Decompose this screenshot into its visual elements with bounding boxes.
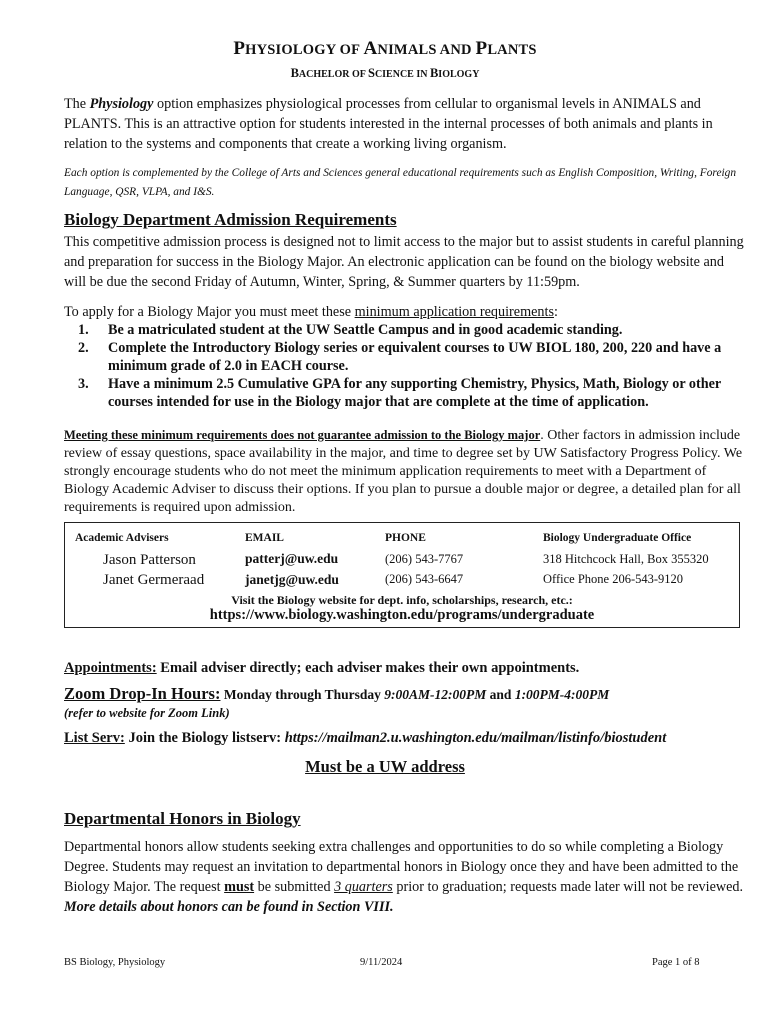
adviser-phone: (206) 543-6647: [385, 572, 464, 586]
footer-doc-name: BS Biology, Physiology: [64, 957, 166, 968]
zoom-link-note: (refer to website for Zoom Link): [64, 706, 230, 720]
honors-heading: Departmental Honors in Biology: [64, 809, 301, 828]
col-header-phone: PHONE: [385, 532, 426, 544]
requirement-item: 1. Be a matriculated student at the UW Seattle Campus and in good academic standing.: [78, 322, 623, 338]
adviser-email-link[interactable]: patterj@uw.edu: [245, 551, 339, 566]
meeting-paragraph: Meeting these minimum requirements does not guarantee admission to the Biology major. Other factors in admission include review of essay questions, space availability in the major, and time to degree set by UW Satisfactory Progress Policy. We strongly encourage students who do not meet the minimum application requirements to meet with a Department of Biology Academic Adviser to discuss their options. If you plan to pursue a double major or degree, a detailed plan for all requirements is required upon admission.: [64, 428, 743, 515]
intro-term: Physiology: [89, 96, 154, 112]
gen-ed-note: Each option is complemented by the College of Arts and Sciences general educational requirements such as English Composition, Writing, Foreign Language, QSR, VLPA, and I&S.: [64, 167, 737, 198]
honors-quarters: 3 quarters: [334, 879, 393, 895]
visit-website-note: Visit the Biology website for dept. info, scholarships, research, etc.:: [231, 593, 573, 607]
listserv-label: List Serv:: [64, 730, 125, 746]
footer-page-number: Page 1 of 8: [652, 957, 700, 968]
appointments-label: Appointments:: [64, 660, 157, 676]
adviser-name: Janet Germeraad: [103, 572, 205, 588]
honors-details: More details about honors can be found in Section VIII.: [64, 899, 394, 915]
page-subtitle: BACHELOR OF SCIENCE IN BIOLOGY: [290, 66, 480, 80]
uw-address-notice: Must be a UW address: [305, 757, 465, 776]
office-address: 318 Hitchcock Hall, Box 355320: [543, 552, 709, 566]
intro-paragraph: The Physiology option emphasizes physiological processes from cellular to organismal levels in ANIMALS and PLANTS. This is an attractive option for students interested in the internal processes of both animals and plants in relation to the systems and components that create a working living organism.: [64, 96, 713, 152]
office-phone: Office Phone 206-543-9120: [543, 572, 684, 586]
requirements-list: [64, 321, 734, 411]
apply-intro: To apply for a Biology Major you must meet these minimum application requirements:: [64, 304, 558, 320]
col-header-advisers: Academic Advisers: [75, 532, 169, 544]
adviser-email-link[interactable]: janetjg@uw.edu: [245, 572, 339, 587]
honors-paragraph: Departmental honors allow students seeking extra challenges and opportunities to do so while completing a Biology Degree. Students may request an invitation to departmental honors in Biology once they and have been admitted to the Biology Major. The request must be submitted 3 quarters prior to graduation; requests made later will not be reviewed. More details about honors can be found in Section VIII.: [64, 839, 744, 915]
biology-website-link[interactable]: https://www.biology.washington.edu/programs/undergraduate: [209, 607, 595, 623]
appointments-line: Appointments: Email adviser directly; each adviser makes their own appointments.: [64, 660, 580, 676]
requirement-item: 3. Have a minimum 2.5 Cumulative GPA for any supporting Chemistry, Physics, Math, Biology or other courses intended for use in the Biology major that are complete at the time of application.: [78, 376, 721, 410]
adviser-name: Jason Patterson: [103, 552, 196, 568]
listserv-line: List Serv: Join the Biology listserv: https://mailman2.u.washington.edu/mailman/listinfo/biostudent: [64, 730, 667, 746]
col-header-email: EMAIL: [245, 532, 284, 544]
listserv-link[interactable]: https://mailman2.u.washington.edu/mailman/listinfo/biostudent: [284, 730, 667, 746]
zoom-label: Zoom Drop-In Hours:: [64, 684, 221, 703]
admission-paragraph: This competitive admission process is designed not to limit access to the major but to assist students in careful planning and preparation for success in the Biology Major. An electronic application can be found on the biology website and will be due the second Friday of Autumn, Winter, Spring, & Summer quarters by 11:59pm.: [64, 234, 744, 290]
adviser-contact-table: [64, 522, 740, 628]
admission-heading: Biology Department Admission Requirements: [64, 210, 397, 229]
meeting-warning: Meeting these minimum requirements does not guarantee admission to the Biology major: [64, 428, 541, 442]
honors-must: must: [224, 879, 255, 895]
zoom-hours-line: Zoom Drop-In Hours: Monday through Thursday 9:00AM-12:00PM and 1:00PM-4:00PM: [64, 684, 610, 703]
minimum-requirements-link: minimum application requirements: [354, 304, 554, 320]
footer-date: 9/11/2024: [360, 957, 403, 968]
col-header-office: Biology Undergraduate Office: [543, 532, 692, 544]
adviser-phone: (206) 543-7767: [385, 552, 464, 566]
page-title: PHYSIOLOGY OF ANIMALS AND PLANTS: [233, 38, 537, 59]
requirement-item: 2. Complete the Introductory Biology series or equivalent courses to UW BIOL 180, 200, 220 and have a minimum grade of 2.0 in EACH course.: [78, 340, 722, 374]
